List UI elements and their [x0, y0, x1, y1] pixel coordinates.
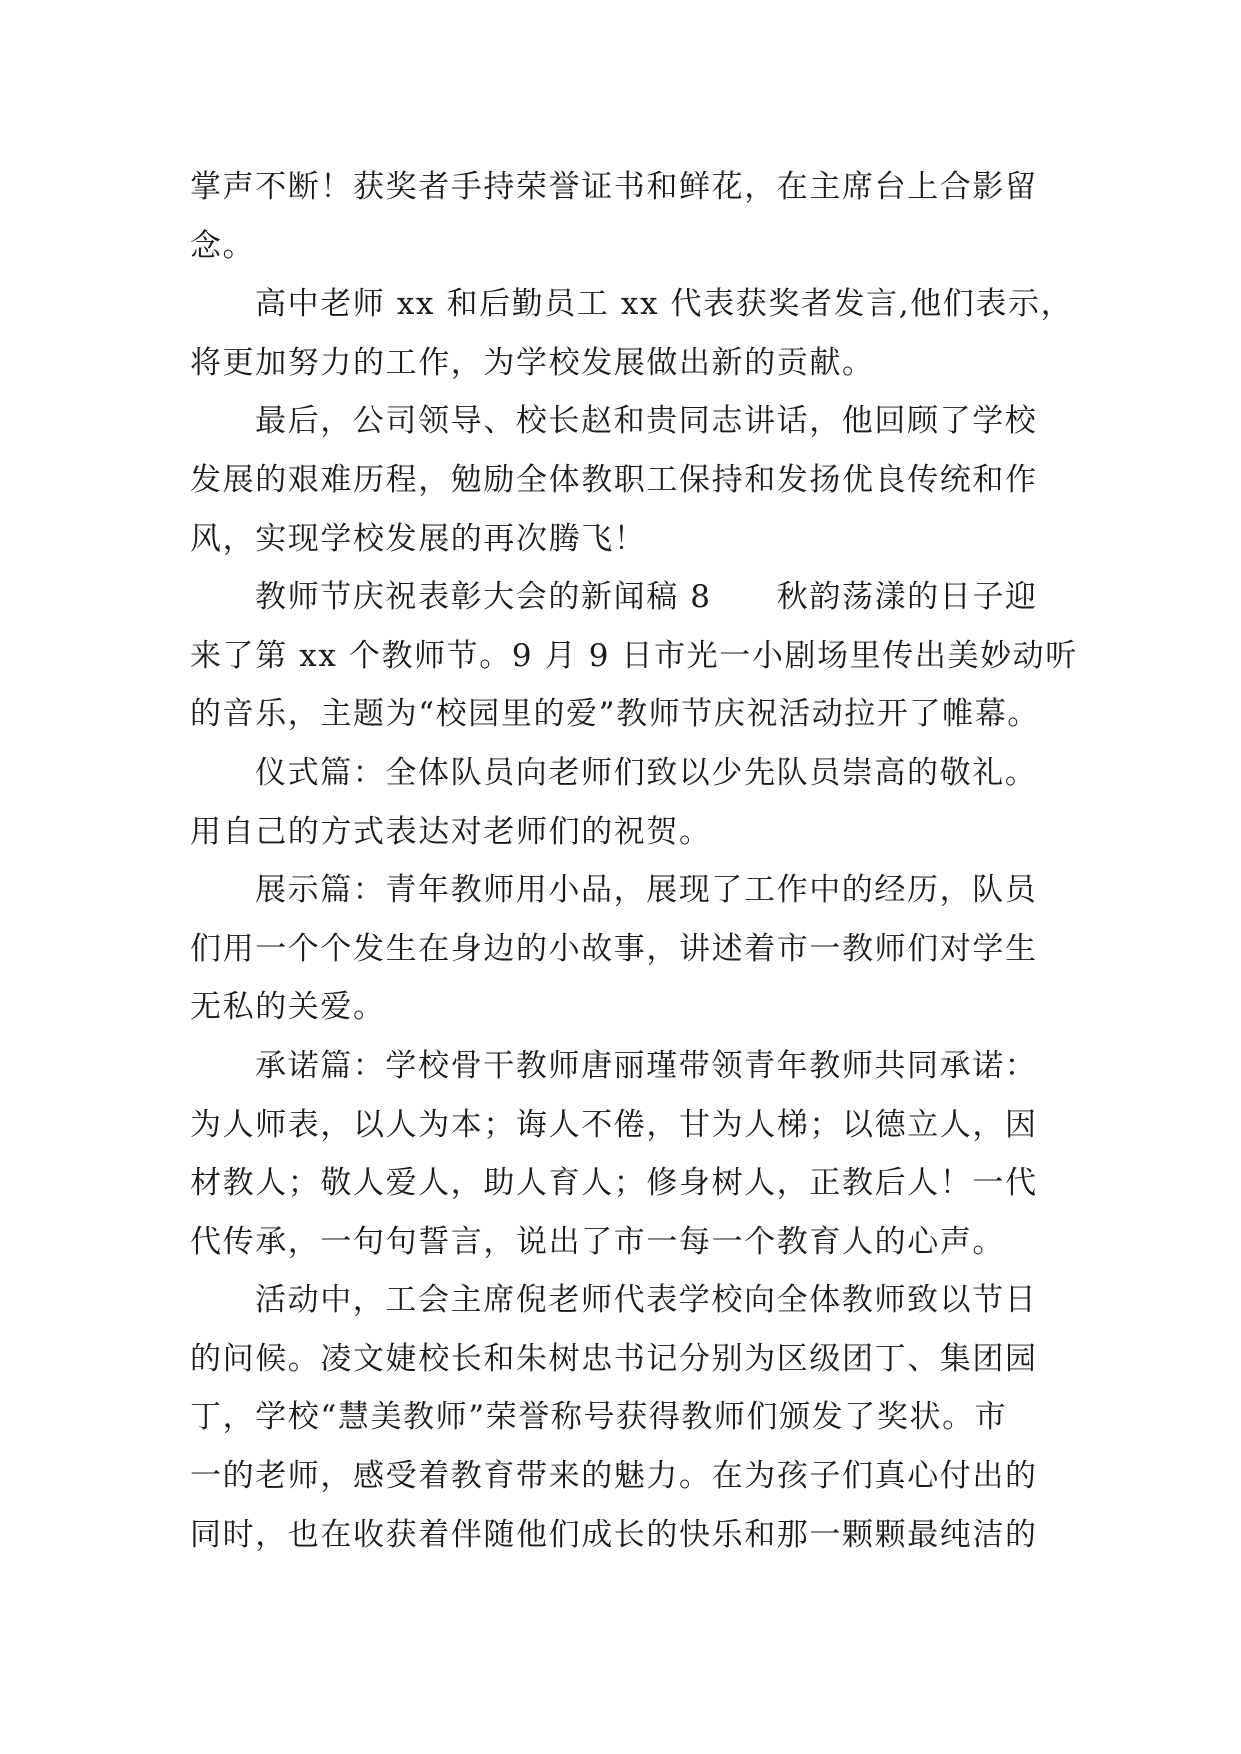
text-line: 同时，也在收获着伴随他们成长的快乐和那一颗颗最纯洁的	[190, 1516, 1038, 1553]
text-line: 无私的关爱。	[190, 989, 386, 1026]
text-line: 一的老师，感受着教育带来的魅力。在为孩子们真心付出的	[190, 1458, 1038, 1495]
text-line: 教师节庆祝表彰大会的新闻稿 8 秋韵荡漾的日子迎	[255, 579, 1038, 616]
text-line: 活动中，工会主席倪老师代表学校向全体教师致以节日	[255, 1282, 1038, 1319]
text-line: 高中老师 xx 和后勤员工 xx 代表获奖者发言,他们表示，	[255, 286, 1074, 323]
paragraph-4	[190, 568, 1078, 744]
paragraph-2	[190, 275, 1074, 392]
text-line: 用自己的方式表达对老师们的祝贺。	[190, 813, 712, 850]
body-text	[190, 158, 1078, 1564]
text-line: 的问候。凌文婕校长和朱树忠书记分别为区级团丁、集团园	[190, 1340, 1038, 1377]
text-line: 风，实现学校发展的再次腾飞！	[190, 520, 647, 557]
paragraph-1	[190, 158, 1060, 275]
text-line: 来了第 xx 个教师节。9 月 9 日市光一小剧场里传出美妙动听	[190, 637, 1078, 674]
paragraph-5	[190, 744, 1060, 861]
paragraph-6	[190, 861, 1060, 1037]
text-line: 将更加努力的工作，为学校发展做出新的贡献。	[190, 344, 875, 381]
text-line: 承诺篇：学校骨干教师唐丽瑾带领青年教师共同承诺：	[255, 1047, 1038, 1084]
text-line: 的音乐，主题为“校园里的爱”教师节庆祝活动拉开了帷幕。	[190, 696, 1040, 733]
text-line: 代传承，一句句誓言，说出了市一每一个教育人的心声。	[190, 1223, 1005, 1260]
text-line: 仪式篇：全体队员向老师们致以少先队员崇高的敬礼。	[255, 754, 1038, 791]
paragraph-8	[190, 1271, 1060, 1564]
paragraph-3	[190, 392, 1060, 568]
text-line: 丁，学校“慧美教师”荣誉称号获得教师们颁发了奖状。市	[190, 1399, 1008, 1436]
paragraph-7	[190, 1037, 1060, 1271]
text-line: 展示篇：青年教师用小品，展现了工作中的经历，队员	[255, 872, 1038, 909]
text-line: 掌声不断！获奖者手持荣誉证书和鲜花，在主席台上合影留	[190, 169, 1038, 205]
text-line: 材教人；敬人爱人，助人育人；修身树人，正教后人！一代	[190, 1165, 1038, 1202]
text-line: 们用一个个发生在身边的小故事，讲述着市一教师们对学生	[190, 930, 1038, 967]
text-line: 最后，公司领导、校长赵和贵同志讲话，他回顾了学校	[255, 403, 1038, 440]
text-line: 发展的艰难历程，勉励全体教职工保持和发扬优良传统和作	[190, 461, 1038, 498]
text-line: 念。	[190, 227, 256, 264]
text-line: 为人师表，以人为本；诲人不倦，甘为人梯；以德立人，因	[190, 1106, 1038, 1143]
